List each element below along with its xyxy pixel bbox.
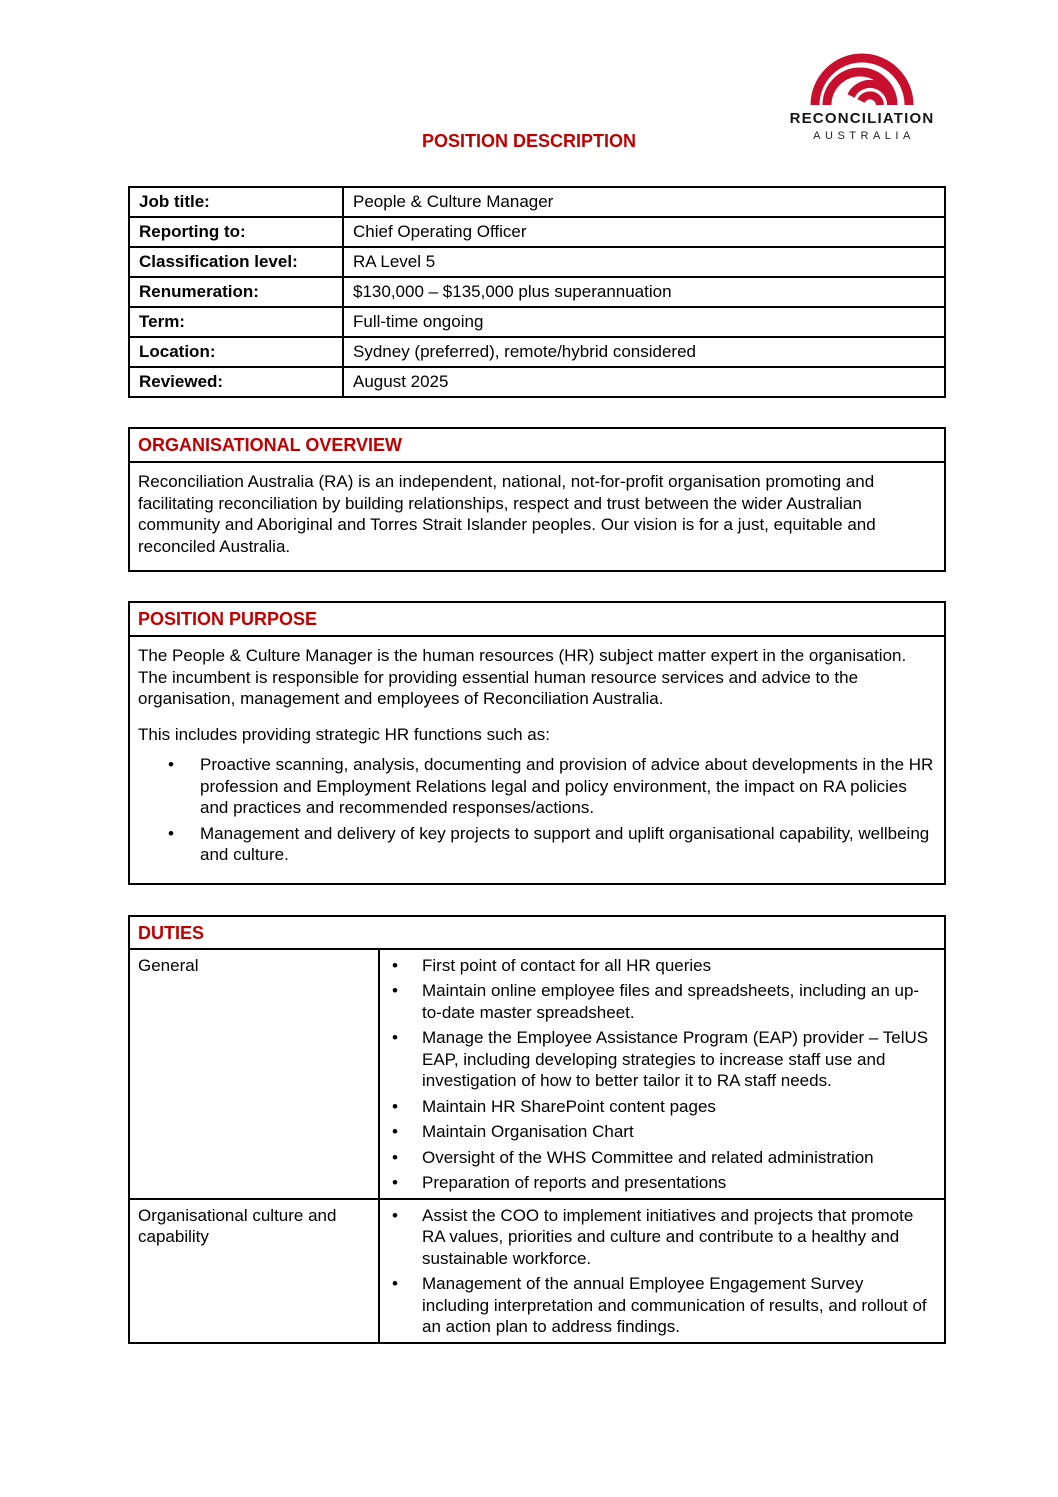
document-header	[128, 0, 946, 186]
overview-paragraph: Reconciliation Australia (RA) is an independent, national, not-for-profit organisation promoting and facilitating reconciliation by building relationships, respect and trust between the wider Australian community and Aboriginal and Torres Strait Islander peoples. Our vision is for a just, equitable and reconciled Australia.	[138, 472, 876, 556]
duties-heading: DUTIES	[129, 916, 945, 949]
section-duties	[128, 915, 946, 1344]
duties-bullet: • Maintain HR SharePoint content pages	[380, 1096, 934, 1118]
section-organisational-overview	[128, 427, 946, 572]
overview-body	[130, 463, 944, 570]
info-row	[129, 277, 945, 307]
info-value: Full-time ongoing	[343, 307, 945, 337]
overview-heading: ORGANISATIONAL OVERVIEW	[130, 429, 944, 463]
duties-items-cell	[379, 949, 945, 1199]
logo-wordmark: RECONCILIATION	[789, 110, 935, 127]
info-row	[129, 217, 945, 247]
info-row	[129, 187, 945, 217]
info-label: Reporting to:	[129, 217, 343, 247]
duties-bullet-list	[380, 1205, 934, 1338]
info-row	[129, 307, 945, 337]
duties-category: Organisational culture and capability	[129, 1199, 379, 1343]
duties-category: General	[129, 949, 379, 1199]
info-table-body	[129, 187, 945, 397]
duties-bullet: • Assist the COO to implement initiatives and projects that promote RA values, priorities and culture and contribute to a healthy and sustainable workforce.	[380, 1205, 934, 1270]
reconciliation-arcs-icon	[810, 50, 914, 106]
duties-items-cell	[379, 1199, 945, 1343]
info-value: People & Culture Manager	[343, 187, 945, 217]
info-label: Job title:	[129, 187, 343, 217]
purpose-paragraph-1: The People & Culture Manager is the human resources (HR) subject matter expert in the organisation. The incumbent is responsible for providing essential human resource services and advice to the organisation, management and employees of Reconciliation Australia.	[138, 646, 907, 708]
duties-heading-row	[129, 916, 945, 949]
purpose-bullet-list	[138, 754, 934, 866]
info-value: RA Level 5	[343, 247, 945, 277]
duties-bullet: • Management of the annual Employee Engagement Survey including interpretation and communication of results, and rollout of an action plan to address findings.	[380, 1273, 934, 1338]
duties-bullet: • Maintain Organisation Chart	[380, 1121, 934, 1143]
logo	[778, 50, 946, 142]
duties-row	[129, 949, 945, 1199]
duties-bullet: • Maintain online employee files and spreadsheets, including an up-to-date master spreadsheet.	[380, 980, 934, 1023]
info-value: $130,000 – $135,000 plus superannuation	[343, 277, 945, 307]
duties-bullet: • First point of contact for all HR queries	[380, 955, 934, 977]
info-value: Sydney (preferred), remote/hybrid considered	[343, 337, 945, 367]
info-value: August 2025	[343, 367, 945, 397]
purpose-body	[130, 637, 944, 883]
info-value: Chief Operating Officer	[343, 217, 945, 247]
info-label: Location:	[129, 337, 343, 367]
info-row	[129, 247, 945, 277]
section-position-purpose	[128, 601, 946, 885]
info-row	[129, 367, 945, 397]
page-title: POSITION DESCRIPTION	[421, 131, 637, 151]
info-label: Classification level:	[129, 247, 343, 277]
info-label: Reviewed:	[129, 367, 343, 397]
purpose-bullet: • Proactive scanning, analysis, documenting and provision of advice about developments in the HR profession and Employment Relations legal and policy environment, the impact on RA policies and practices and recommended responses/actions.	[138, 754, 934, 819]
duties-bullet: • Preparation of reports and presentations	[380, 1172, 934, 1194]
logo-subtext: AUSTRALIA	[813, 130, 915, 142]
duties-bullet: • Oversight of the WHS Committee and related administration	[380, 1147, 934, 1169]
purpose-heading: POSITION PURPOSE	[130, 603, 944, 637]
duties-row	[129, 1199, 945, 1343]
info-row	[129, 337, 945, 367]
duties-bullet: • Manage the Employee Assistance Program (EAP) provider – TelUS EAP, including developing strategies to increase staff use and investigation of how to better tailor it to RA staff needs.	[380, 1027, 934, 1092]
purpose-paragraph-2: This includes providing strategic HR functions such as:	[138, 724, 550, 744]
duties-bullet-list	[380, 955, 934, 1194]
purpose-bullet: • Management and delivery of key projects to support and uplift organisational capability, wellbeing and culture.	[138, 823, 934, 866]
duties-table-body	[129, 916, 945, 1343]
info-label: Renumeration:	[129, 277, 343, 307]
duties-table	[128, 915, 946, 1344]
info-label: Term:	[129, 307, 343, 337]
position-info-table	[128, 186, 946, 398]
